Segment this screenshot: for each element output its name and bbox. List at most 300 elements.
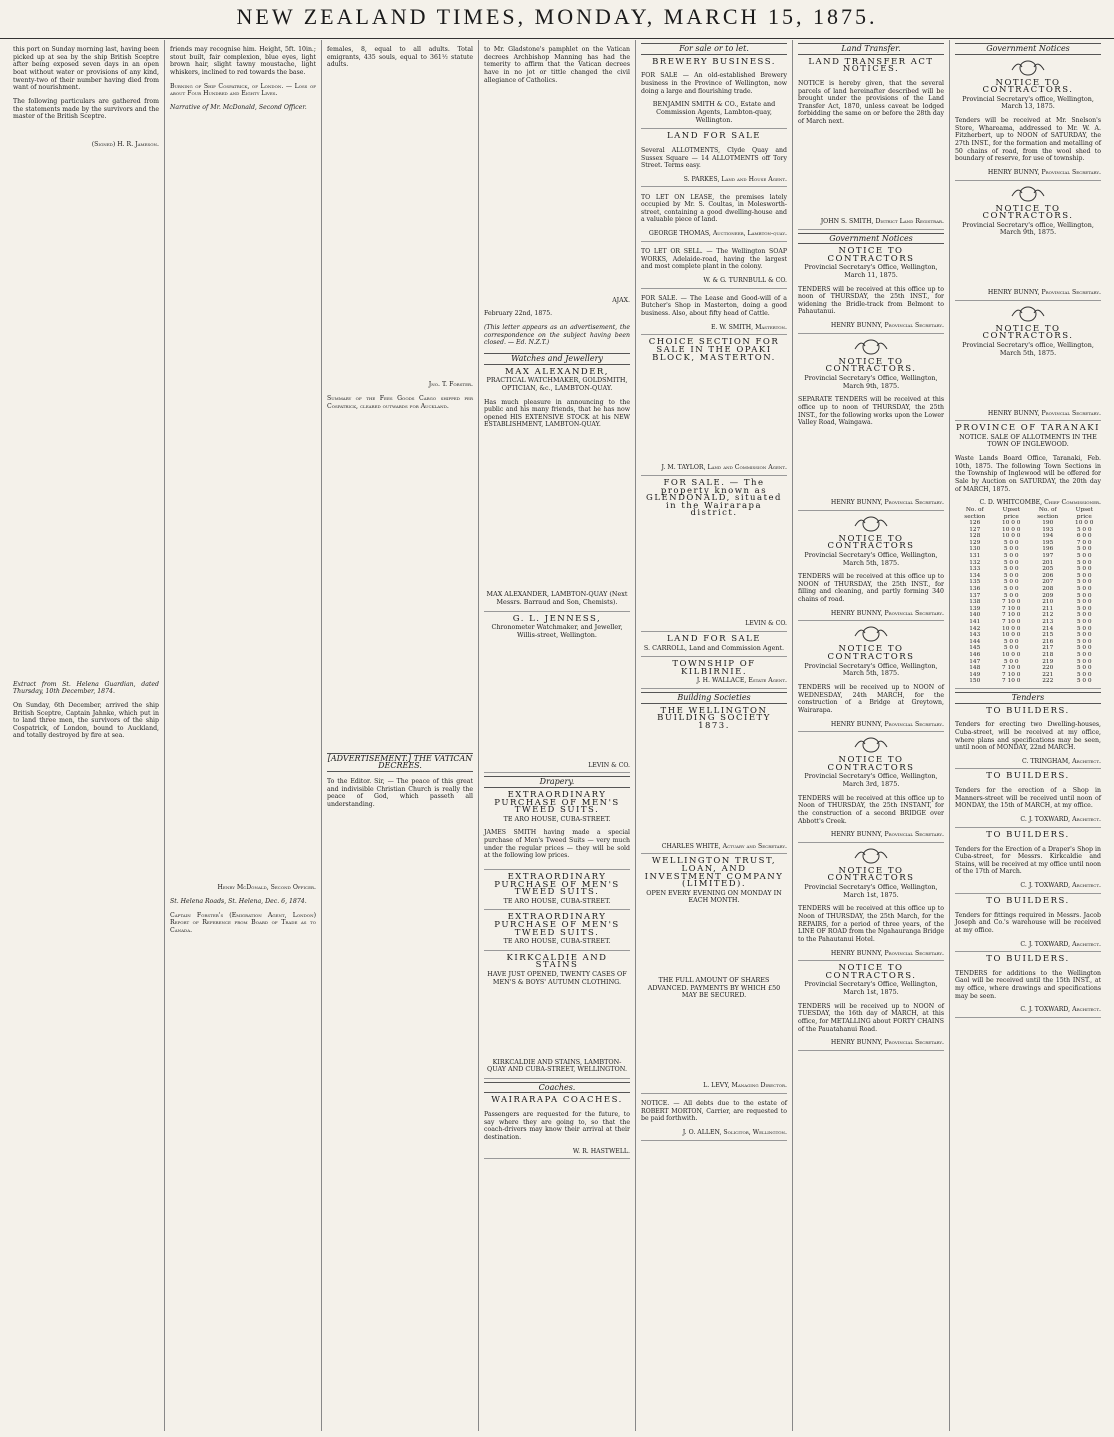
table-cell: 193 (1042, 526, 1054, 533)
column-1 (8, 40, 165, 1431)
ad-heading: FOR SALE. — The property known as GLENDONALD, situated in the Wairarapa district. (646, 478, 782, 519)
table-cell: 126 (969, 520, 981, 527)
table-cell: 131 (969, 553, 981, 560)
table-cell: 222 (1042, 678, 1054, 685)
table-cell: 205 (1042, 566, 1054, 573)
masthead (0, 4, 1114, 39)
notice-body: TENDERS will be received at this office up to NOON of THURSDAY, the 25th INST., for filling and cleaning, and partly forming 340 chains of road. (798, 573, 944, 604)
notice-heading: NOTICE TO CONTRACTORS. (825, 356, 917, 375)
notice-heading: NOTICE TO CONTRACTORS. (982, 323, 1074, 342)
table-row (955, 632, 1101, 639)
table-cell: 220 (1042, 665, 1054, 672)
table-cell: 5 0 0 (1076, 651, 1092, 658)
ad-heading: LAND TRANSFER ACT NOTICES. (808, 56, 934, 75)
notice-heading: NOTICE TO CONTRACTORS (827, 533, 915, 552)
section-for-sale: For sale or to let. (641, 43, 787, 55)
ad-heading: THE WELLINGTON BUILDING SOCIETY 1873. (657, 705, 771, 731)
ad-kirkcaldie (484, 952, 630, 1079)
section-coaches: Coaches. (484, 1082, 630, 1094)
summary-title: Summary of the Fees Goods Cargo shipped per Cospatrick, cleared outwards for Auckland. (327, 395, 473, 410)
notice-date: Provincial Secretary's office, Wellington, March 9th, 1875. (962, 220, 1094, 237)
tender-signature: C. J. TOXWARD, Architect. (1020, 816, 1101, 824)
ad-heading: WELLINGTON TRUST, LOAN, AND INVESTMENT COMPANY (LIMITED). (644, 856, 784, 890)
narrative-title: Narrative of Mr. McDonald, Second Officer. (170, 104, 307, 112)
notice-heading: NOTICE TO CONTRACTORS. (982, 77, 1074, 96)
table-cell: 5 0 0 (1003, 638, 1019, 645)
section-government-notices: Government Notices (955, 43, 1101, 55)
ad-signature: S. PARKES, Land and House Agent. (683, 175, 787, 183)
section-watches: Watches and Jewellery (484, 353, 630, 365)
table-cell: 5 0 0 (1003, 539, 1019, 546)
notice-date: Provincial Secretary's Office, Wellington, March 5th, 1875. (804, 661, 938, 678)
table-cell: 7 0 0 (1076, 539, 1092, 546)
notice-date: Provincial Secretary's Office, Wellington, March 9th, 1875. (804, 374, 938, 390)
ad-body: NOTICE is hereby given, that the several parcels of land hereinafter described will be brought under the provisions of the Land Transfer Act, 1870, unless caveat be lodged forbidding the same on or before the 28th day of March next. (798, 79, 944, 125)
table-cell: 139 (969, 605, 981, 612)
table-cell: 133 (969, 566, 981, 573)
ad-body: Passengers are requested for the future, to say where they are going to, so that the coach-drivers may know their arrival at their destination. (484, 1111, 630, 1141)
ad-signature: W. & G. TURNBULL & CO. (703, 276, 787, 284)
column-4 (479, 40, 636, 1431)
ad-kilbirnie (641, 661, 787, 689)
table-cell: 218 (1042, 651, 1054, 658)
ad-subheading-2: THE FULL AMOUNT OF SHARES ADVANCED. PAYMENTS BY WHICH £50 MAY BE SECURED. (647, 976, 781, 1000)
notice-text-block (955, 363, 1101, 403)
govt-notice-1 (955, 58, 1101, 181)
article-intro: females, 8, equal to all adults. Total emigrants, 435 souls, equal to 361½ statute adults. (327, 46, 473, 69)
ad-body: TO LET ON LEASE, the premises lately occupied by Mr. S. Coultas, in Molesworth-street, containing a good dwelling-house and a valuable piece of land. (641, 193, 787, 224)
notice-text-block (955, 243, 1101, 283)
table-row (955, 579, 1101, 586)
notice-contractors-7 (798, 965, 944, 1051)
notice-date: Provincial Secretary's Office, Wellington, March 3rd, 1875. (804, 772, 938, 788)
notice-contractors-3 (798, 514, 944, 622)
table-cell: 5 0 0 (1003, 572, 1019, 579)
table-cell: 5 0 0 (1003, 559, 1019, 566)
notice-body: SEPARATE TENDERS will be received at this office up to noon of THURSDAY, the 25th INST., for the following works upon the Lower Valley Road, Waingawa. (798, 396, 944, 427)
letter-signature: AJAX. (612, 296, 630, 304)
ad-body: FOR SALE. — The Lease and Good-will of a Butcher's Shop in Masterton, doing a good business. Also, about fifty head of Cattle. (641, 294, 787, 317)
table-cell: 5 0 0 (1076, 526, 1092, 533)
notice-contractors-4 (798, 624, 944, 732)
ad-body: JAMES SMITH having made a special purchase of Men's Tweed Suits — very much under the regular prices — they will be sold at the following low prices. (484, 829, 630, 860)
ad-heading: LAND FOR SALE (666, 131, 762, 142)
ad-heading: BREWERY BUSINESS. (652, 56, 776, 67)
table-row (955, 606, 1101, 613)
section-building-societies: Building Societies (641, 692, 787, 704)
ad-notice-morton (641, 1100, 787, 1141)
notice-heading: NOTICE TO CONTRACTORS (827, 246, 915, 264)
table-cell: 215 (1042, 632, 1054, 639)
tender-heading: TO BUILDERS. (986, 829, 1070, 840)
ad-signature: MAX ALEXANDER, LAMBTON-QUAY (Next Messrs. Barraud and Son, Chemists). (486, 590, 628, 606)
table-cell: 206 (1042, 572, 1054, 579)
notice-signature: HENRY BUNNY, Provincial Secretary. (830, 322, 944, 330)
table-row (955, 586, 1101, 593)
notice-heading: NOTICE TO CONTRACTORS. (982, 203, 1074, 222)
notice-signature: HENRY BUNNY, Provincial Secretary. (830, 720, 944, 728)
table-cell: 10 0 0 (1075, 520, 1094, 527)
narrative-signature: Henry McDonald, Second Officer. (217, 884, 316, 892)
table-row (955, 612, 1101, 619)
ad-heading: TOWNSHIP OF KILBIRNIE. (672, 659, 756, 677)
column-7 (950, 40, 1106, 1431)
ad-heading: KIRKCALDIE AND STAINS (506, 952, 608, 971)
place-date: St. Helena Roads, St. Helena, Dec. 6, 1874. (170, 897, 307, 905)
table-cell: 10 0 0 (1002, 533, 1021, 540)
tender-heading: TO BUILDERS. (986, 705, 1070, 716)
notice-date: Provincial Secretary's Office, Wellington, March 5th, 1875. (804, 550, 938, 567)
table-header-cell: Upset price (1075, 506, 1093, 520)
ad-choice-section (641, 339, 787, 476)
ad-signature: W. R. HASTWELL. (572, 1147, 630, 1155)
letter-signature: (Signed) H. R. Jameson. (91, 140, 159, 148)
table-cell: 5 0 0 (1076, 619, 1092, 625)
table-row (955, 639, 1101, 646)
ad-signature: J. H. WALLACE, Estate Agent. (696, 677, 787, 685)
ad-subheading: Chronometer Watchmaker, and Jeweller, Willis-street, Wellington. (491, 623, 623, 639)
ad-signature: S. CARROLL, Land and Commission Agent. (643, 643, 785, 652)
table-cell: 190 (1042, 520, 1054, 527)
ad-signature: E. W. SMITH, Masterton. (710, 323, 787, 331)
table-cell: 7 10 0 (1002, 619, 1021, 625)
notice-date: Provincial Secretary's Office, Wellington, March 11, 1875. (804, 263, 938, 279)
editor-note: (This letter appears as an advertisement, the correspondence on the subject having been closed. — Ed. N.Z.T.) (484, 324, 630, 347)
ad-text-block (641, 911, 787, 971)
table-cell: 209 (1042, 592, 1054, 599)
vatican-heading: [ADVERTISEMENT.] THE VATICAN DECREES. (327, 753, 473, 771)
ad-subheading: OPEN EVERY EVENING ON MONDAY IN EACH MONTH. (646, 888, 782, 905)
table-cell: 5 0 0 (1076, 553, 1092, 560)
table-cell: 197 (1042, 553, 1054, 560)
table-row (955, 527, 1101, 534)
ad-text-block (798, 132, 944, 212)
ad-text-block (641, 368, 787, 458)
table-cell: 5 0 0 (1076, 599, 1092, 606)
article-continuation (13, 127, 159, 135)
ad-body: NOTICE. — All debts due to the estate of ROBERT MORTON, Carrier, are requested to be paid forthwith. (641, 1100, 787, 1123)
table-cell: 10 0 0 (1002, 526, 1021, 533)
table-cell: 5 0 0 (1003, 566, 1019, 573)
ad-body: Several ALLOTMENTS, Clyde Quay and Sussex Square — 14 ALLOTMENTS off Tory Street. Terms easy. (641, 146, 787, 170)
table-cell: 207 (1042, 579, 1054, 586)
ad-subheading: HAVE JUST OPENED, TWENTY CASES OF MEN'S & BOYS' AUTUMN CLOTHING. (487, 969, 627, 986)
notice-body: TENDERS will be received up to NOON of TUESDAY, the 16th day of MARCH, at this office, for METALLING about FORTY CHAINS of the Pauatahanui Road. (798, 1002, 944, 1033)
notice-date: Provincial Secretary's office, Wellington, March 5th, 1875. (962, 341, 1094, 357)
govt-notice-3 (955, 304, 1101, 421)
notice-signature: HENRY BUNNY, Provincial Secretary. (987, 289, 1101, 297)
report-text-block (327, 75, 473, 375)
ad-jenness (484, 613, 630, 774)
table-cell: 129 (969, 539, 981, 546)
table-cell: 142 (969, 625, 981, 632)
table-header-cell: Upset price (1002, 506, 1020, 520)
table-cell: 130 (969, 546, 981, 553)
notice-signature: HENRY BUNNY, Provincial Secretary. (830, 831, 944, 839)
table-header-row (955, 507, 1101, 520)
table-cell: 211 (1042, 605, 1054, 612)
table-cell: 136 (969, 586, 981, 593)
ad-text-block-2 (641, 1006, 787, 1076)
tender-2 (955, 773, 1101, 827)
notice-date: Provincial Secretary's office, Wellington, March 13, 1875. (962, 94, 1094, 111)
table-cell: 147 (969, 658, 981, 665)
table-cell: 7 10 0 (1002, 599, 1021, 606)
ad-land-transfer (798, 56, 944, 230)
letter-date: February 22nd, 1875. (484, 310, 553, 318)
table-cell: 5 0 0 (1076, 546, 1092, 553)
table-cell: 7 10 0 (1002, 665, 1021, 672)
tender-5 (955, 956, 1101, 1018)
notice-body: Waste Lands Board Office, Taranaki, Feb. 10th, 1875. The following Town Sections in the Township of Inglewood will be offered for Sale by Auction on SATURDAY, the 20th day of MARCH, 1875. (955, 455, 1101, 493)
table-cell: 5 0 0 (1076, 559, 1092, 566)
table-cell: 216 (1042, 638, 1054, 645)
notice-contractors-1 (798, 248, 944, 334)
table-row (955, 665, 1101, 672)
burning-title: Burning of Ship Cospatrick, of London. — Loss of about Four Hundred and Eighty Lives. (170, 82, 316, 98)
tender-body: Tenders for the erection of a Shop in Manners-street will be received until noon of MONDAY, the 15th of MARCH, at my office. (955, 787, 1101, 810)
table-cell: 7 10 0 (1002, 671, 1021, 678)
tender-heading: TO BUILDERS. (986, 954, 1070, 965)
table-cell: 194 (1042, 533, 1054, 540)
allotments-table (955, 507, 1101, 685)
table-row (955, 553, 1101, 560)
notice-heading: NOTICE TO CONTRACTORS (827, 644, 915, 663)
ad-heading: CHOICE SECTION FOR SALE IN THE OPAKI BLOCK, MASTERTON. (648, 337, 780, 363)
table-cell: 5 0 0 (1076, 586, 1092, 593)
column-3 (322, 40, 479, 1431)
column-2 (165, 40, 322, 1431)
table-cell: 5 0 0 (1003, 579, 1019, 586)
table-cell: 150 (969, 678, 981, 685)
taranaki-notice (955, 425, 1101, 689)
table-body (955, 520, 1101, 685)
ad-tweed-suits-2 (484, 874, 630, 910)
table-cell: 5 0 0 (1003, 592, 1019, 599)
board-of-trade-title: Captain Forster's (Emigration Agent, London) Report of Reference from Board of Trade as to Canada. (170, 911, 316, 934)
notice-signature: HENRY BUNNY, Provincial Secretary. (987, 168, 1101, 176)
table-cell: 10 0 0 (1002, 625, 1021, 632)
ad-trust-loan (641, 858, 787, 1094)
royal-crest-icon (851, 514, 891, 532)
letter-text-block (484, 90, 630, 290)
table-row (955, 566, 1101, 573)
section-land-transfer: Land Transfer. (798, 43, 944, 55)
table-row (955, 593, 1101, 600)
tender-heading: TO BUILDERS. (986, 895, 1070, 906)
tender-body: Tenders for fittings required in Messrs. Jacob Joseph and Co.'s warehouse will be received at my office. (955, 911, 1101, 934)
ad-land-parkes (641, 133, 787, 187)
table-cell: 208 (1042, 586, 1054, 593)
royal-crest-icon (851, 846, 891, 864)
table-cell: 219 (1042, 658, 1054, 665)
table-cell: 127 (969, 526, 981, 533)
notice-contractors-6 (798, 846, 944, 961)
ad-heading: EXTRAORDINARY PURCHASE OF MEN'S TWEED SUITS. (494, 789, 620, 816)
royal-crest-icon (1008, 184, 1048, 202)
ad-to-let-lease (641, 194, 787, 242)
table-row (955, 599, 1101, 606)
table-cell: 135 (969, 579, 981, 586)
ad-building-society (641, 705, 787, 855)
ad-heading: G. L. JENNESS, (512, 613, 602, 624)
table-cell: 217 (1042, 645, 1054, 652)
article-intro: friends may recognise him. Height, 5ft. 10in.; stout built, fair complexion, blue eyes, light brown hair, slight tawny moustache, light whiskers, inclined to red towards the base. (170, 46, 316, 76)
notice-signature: HENRY BUNNY, Provincial Secretary. (830, 949, 944, 957)
royal-crest-icon (851, 337, 891, 355)
ad-signature: KIRKCALDIE AND STAINS, LAMBTON-QUAY AND CUBA-STREET, WELLINGTON. (487, 1057, 627, 1074)
ad-signature: L. LEVY, Managing Director. (703, 1082, 787, 1090)
table-cell: 5 0 0 (1003, 645, 1019, 652)
notice-date: Provincial Secretary's Office, Wellington, March 1st, 1875. (804, 883, 938, 899)
tender-body: Tenders for the Erection of a Draper's Shop in Cuba-street, for Messrs. Kirkcaldie and Stains, will be received at my office until noon of the 17th of March. (955, 845, 1101, 876)
notice-contractors-5 (798, 735, 944, 843)
govt-notice-2 (955, 184, 1101, 301)
notice-heading: PROVINCE OF TARANAKI (955, 423, 1100, 434)
article-intro: this port on Sunday morning last, having been picked up at sea by the ship British Sceptre after being exposed seven days in an open boat without water or provisions of any kind, twenty-two of their number having died from want of nourishment. (13, 46, 159, 92)
report-signature: Jno. T. Forster. (428, 381, 473, 389)
extract-title: Extract from St. Helena Guardian, dated Thursday, 10th December, 1874. (13, 680, 159, 696)
extract-body: On Sunday, 6th December, arrived the ship British Sceptre, Captain Jahnke, which put in to land three men, the survivors of the ship Cospatrick, of London, bound to Auckland, and totally destroyed by fire at sea. (13, 702, 159, 740)
ad-text-block (484, 646, 630, 756)
table-row (955, 546, 1101, 553)
table-cell: 5 0 0 (1076, 632, 1092, 639)
table-cell: 145 (969, 645, 981, 652)
table-cell: 5 0 0 (1003, 658, 1019, 665)
ad-place: TE ARO HOUSE, CUBA-STREET. (503, 937, 611, 946)
article-body: The following particulars are gathered from the statements made by the survivors and the master of the British Sceptre. (13, 97, 159, 121)
ad-signature: JOHN S. SMITH, District Land Registrar. (820, 217, 944, 225)
ad-heading: LAND FOR SALE (666, 634, 762, 644)
columns (8, 40, 1106, 1431)
column-6 (793, 40, 950, 1431)
ad-heading: MAX ALEXANDER, (504, 366, 610, 377)
table-cell: 5 0 0 (1003, 546, 1019, 553)
notice-signature: HENRY BUNNY, Provincial Secretary. (830, 609, 944, 617)
ad-coaches (484, 1097, 630, 1159)
section-tenders: Tenders (955, 692, 1101, 704)
table-cell: 213 (1042, 619, 1054, 625)
ad-body: FOR SALE — An old-established Brewery business in the Province of Wellington, now doing a large and flourishing trade. (641, 72, 787, 95)
ad-soap-works (641, 248, 787, 289)
ad-text-block (641, 524, 787, 614)
ad-tweed-suits-3 (484, 914, 630, 950)
table-cell: 140 (969, 612, 981, 619)
table-cell: 5 0 0 (1076, 612, 1092, 619)
tender-heading: TO BUILDERS. (986, 771, 1070, 782)
table-cell: 212 (1042, 612, 1054, 619)
section-drapery: Drapery. (484, 776, 630, 788)
royal-crest-icon (851, 735, 891, 753)
table-row (955, 652, 1101, 659)
notice-signature: C. D. WHITCOMBE, Chief Commissioner. (979, 499, 1101, 507)
table-cell: 195 (1042, 539, 1054, 546)
royal-crest-icon (851, 624, 891, 642)
ad-heading: WAIRARAPA COACHES. (491, 1095, 623, 1106)
vatican-body: To the Editor. Sir, — The peace of this great and indivisible Christian Church is really the peace of God, which passeth all understanding. (327, 778, 473, 808)
ad-signature: CHARLES WHITE, Actuary and Secretary. (661, 842, 787, 850)
table-row (955, 540, 1101, 547)
notice-heading: NOTICE TO CONTRACTORS (827, 865, 915, 884)
ad-glendonald (641, 480, 787, 632)
notice-text-block (798, 433, 944, 493)
notice-contractors-2 (798, 337, 944, 511)
notice-body: TENDERS will be received at this office up to Noon of THURSDAY, the 25th INSTANT, for the construction of a second BRIDGE over Abbott's Creek. (798, 794, 944, 825)
notice-body: TENDERS will be received up to NOON of WEDNESDAY, 24th MARCH, for the construction of a Bridge at Greytown, Wairarapa. (798, 684, 944, 714)
table-cell: 5 0 0 (1076, 572, 1092, 579)
notice-signature: HENRY BUNNY, Provincial Secretary. (830, 1039, 944, 1047)
notice-signature: HENRY BUNNY, Provincial Secretary. (830, 499, 944, 507)
notice-subheading: NOTICE. SALE OF ALLOTMENTS IN THE TOWN OF INGLEWOOD. (959, 432, 1097, 449)
table-cell: 134 (969, 572, 981, 579)
letter-intro: to Mr. Gladstone's pamphlet on the Vatican decrees Archbishop Manning has had the temerity to affirm that the Vatican decrees have in no jot or tittle changed the civil allegiance of Catholics. (484, 46, 630, 84)
tender-4 (955, 895, 1101, 952)
table-row (955, 659, 1101, 666)
table-cell: 5 0 0 (1076, 592, 1092, 599)
ad-text-block (641, 737, 787, 837)
column-5 (636, 40, 793, 1431)
ad-butcher (641, 295, 787, 336)
tender-body: TENDERS for additions to the Wellington Gaol will be received until the 15th INST., at my office, where drawings and specifications may be seen. (955, 969, 1101, 1000)
ad-place: TE ARO HOUSE, CUBA-STREET. (503, 814, 611, 823)
table-cell: 5 0 0 (1076, 605, 1092, 612)
table-cell: 148 (969, 665, 981, 672)
table-cell: 144 (969, 638, 981, 645)
ad-signature: GEORGE THOMAS, Auctioneer, Lambton-quay. (648, 230, 787, 238)
table-cell: 221 (1042, 671, 1054, 678)
table-cell: 137 (969, 592, 981, 599)
tender-signature: C. TRINGHAM, Architect. (1021, 757, 1101, 765)
table-cell: 5 0 0 (1076, 625, 1092, 632)
tender-signature: C. J. TOXWARD, Architect. (1020, 940, 1101, 948)
tender-signature: C. J. TOXWARD, Architect. (1020, 1006, 1101, 1014)
table-row (955, 520, 1101, 527)
table-row (955, 672, 1101, 679)
ad-max-alexander (484, 366, 630, 612)
table-cell: 10 0 0 (1002, 651, 1021, 658)
notice-body: TENDERS will be received at this office up to noon of THURSDAY, the 25th INST., for widening the Bridle-track from Belmont to Pahautanui. (798, 285, 944, 316)
tender-signature: C. J. TOXWARD, Architect. (1020, 882, 1101, 890)
table-cell: 5 0 0 (1076, 678, 1092, 685)
table-cell: 7 10 0 (1002, 678, 1021, 685)
table-cell: 5 0 0 (1076, 665, 1092, 672)
ad-signature: LEVIN & CO. (588, 761, 630, 769)
table-cell: 146 (969, 651, 981, 658)
table-row (955, 533, 1101, 540)
table-row (955, 560, 1101, 567)
narrative-text-block (170, 118, 316, 878)
cargo-summary-block (327, 417, 473, 747)
table-cell: 196 (1042, 546, 1054, 553)
table-cell: 201 (1042, 559, 1054, 566)
table-header-cell: No. of section (964, 506, 986, 520)
table-row (955, 626, 1101, 633)
ad-signature: J. O. ALLEN, Solicitor, Wellington. (682, 1129, 787, 1137)
ad-heading: EXTRAORDINARY PURCHASE OF MEN'S TWEED SUITS. (494, 872, 620, 898)
notice-heading: NOTICE TO CONTRACTORS. (825, 963, 917, 981)
ad-text-block (484, 992, 630, 1052)
table-cell: 141 (969, 619, 981, 625)
table-cell: 5 0 0 (1076, 671, 1092, 678)
tender-1 (955, 705, 1101, 770)
tender-body: Tenders for erecting two Dwelling-houses, Cuba-street, will be received at my office, where plans and specifications may be seen, until noon of MONDAY, 22nd MARCH. (955, 721, 1101, 752)
ad-signature: LEVIN & CO. (745, 620, 787, 628)
table-cell: 5 0 0 (1076, 579, 1092, 586)
table-cell: 7 10 0 (1002, 612, 1021, 619)
table-cell: 5 0 0 (1076, 645, 1092, 652)
table-cell: 138 (969, 599, 981, 606)
table-row (955, 678, 1101, 685)
